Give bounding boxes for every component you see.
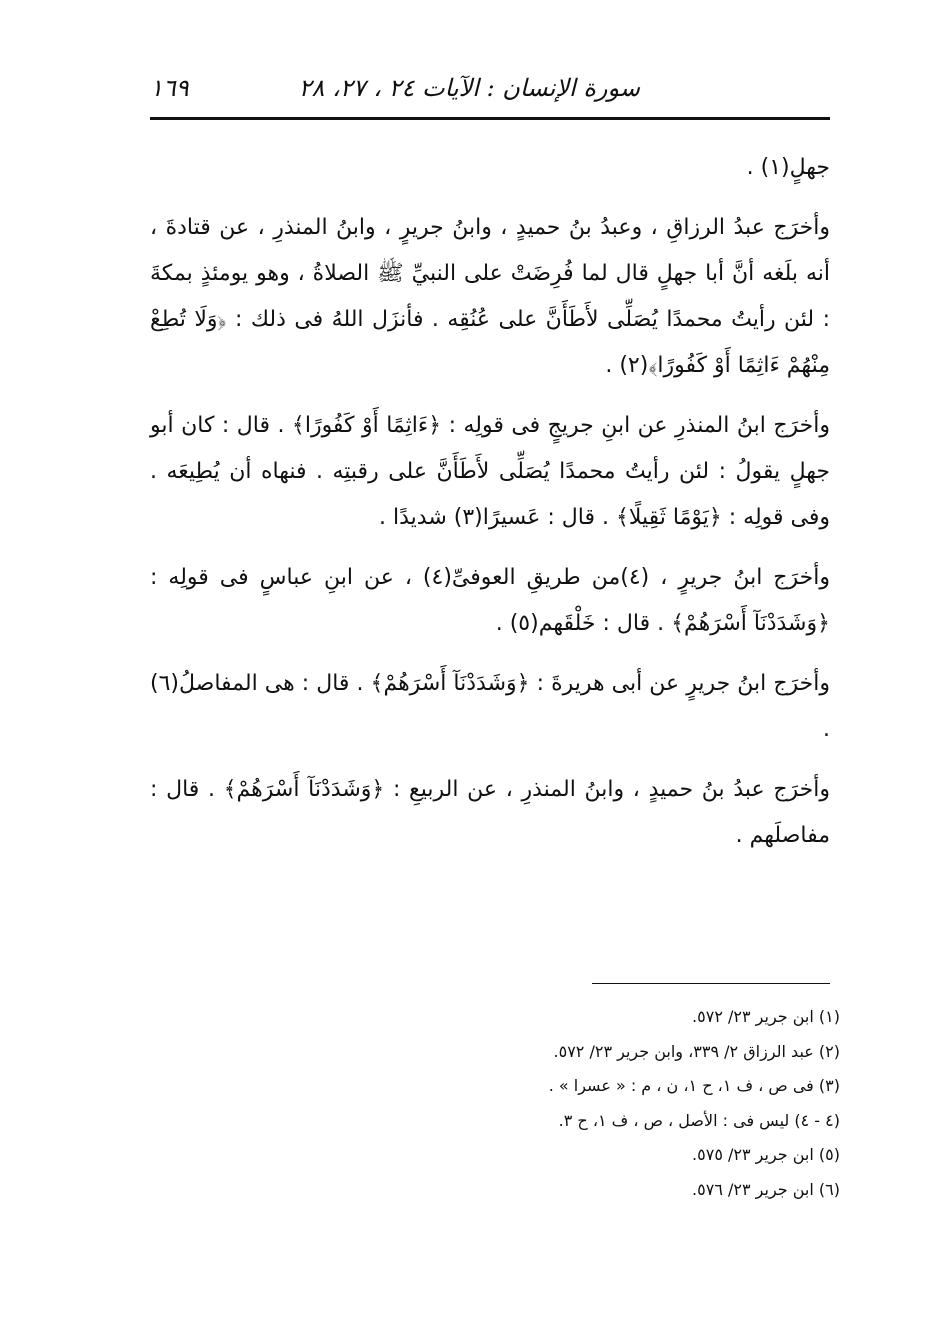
main-text <box>150 145 830 873</box>
paragraph: وأخرَج ابنُ جريرٍ ، (٤)من طريقِ العوفىِّ(٤) ، عن ابنِ عباسٍ فى قولِه : ﴿وَشَدَدْنَآ أَسْرَهُمْ﴾ . قال : خَلْقَهم(٥) . <box>150 565 830 636</box>
footnote-separator <box>592 983 830 984</box>
running-header <box>150 70 830 110</box>
footnote: (٣) فى ص ، ف ١، ح ١، ن ، م : « عسرا » . <box>548 1076 840 1095</box>
footnote: (٦) ابن جرير ٢٣/ ٥٧٦. <box>692 1179 840 1199</box>
footnote: (٢) عبد الرزاق ٢/ ٣٣٩، وابن جرير ٢٣/ ٥٧٢. <box>553 1041 840 1061</box>
footnote: (٥) ابن جرير ٢٣/ ٥٧٥. <box>692 1145 840 1164</box>
footnotes <box>150 1000 840 1207</box>
footnote: (٤ - ٤) ليس فى : الأصل ، ص ، ف ١، ح ٣. <box>558 1110 840 1130</box>
paragraph: وأخرَج ابنُ المنذرِ عن ابنِ جريجٍ فى قولِه : ﴿ءَاثِمًا أَوْ كَفُورًا﴾ . قال : كان أبو جهلٍ يقولُ : لئن رأيتُ محمدًا يُصَلِّى لأَطَأَنَّ على رقبتِه . فنهاه أن يُطِيعَه . وفى قولِه : ﴿يَوْمًا ثَقِيلًا﴾ . قال : عَسيرًا(٣) شديدًا . <box>150 413 830 530</box>
paragraph: وأخرَج ابنُ جريرٍ عن أبى هريرةَ : ﴿وَشَدَدْنَآ أَسْرَهُمْ﴾ . قال : هى المفاصلُ(٦) . <box>150 671 830 742</box>
paragraph: وأخرَج عبدُ بنُ حميدٍ ، وابنُ المنذرِ ، عن الربيعِ : ﴿وَشَدَدْنَآ أَسْرَهُمْ﴾ . قال : مفاصلَهم . <box>150 777 830 848</box>
header-rule <box>150 117 830 120</box>
header-title: سورة الإنسان : الآيات ٢٤ ، ٢٧، ٢٨ <box>298 74 640 102</box>
paragraph-continuation: جهلٍ(١) . <box>746 155 830 180</box>
footnote: (١) ابن جرير ٢٣/ ٥٧٢. <box>692 1007 840 1026</box>
page-number: ١٦٩ <box>150 74 189 102</box>
paragraph: وأخرَج عبدُ الرزاقِ ، وعبدُ بنُ حميدٍ ، وابنُ جريرٍ ، وابنُ المنذرِ ، عن قتادةَ ، أنه بلَغه أنَّ أبا جهلٍ قال لما فُرِضَتْ على النبيِّ ﷺ الصلاةُ ، وهو يومئذٍ بمكةَ : لئن رأيتُ محمدًا يُصَلِّى لأَطَأَنَّ على عُنُقِه . فأنزَل اللهُ فى ذلك : ﴿وَلَا تُطِعْ مِنْهُمْ ءَاثِمًا أَوْ كَفُورًا﴾(٢) . <box>150 215 830 378</box>
